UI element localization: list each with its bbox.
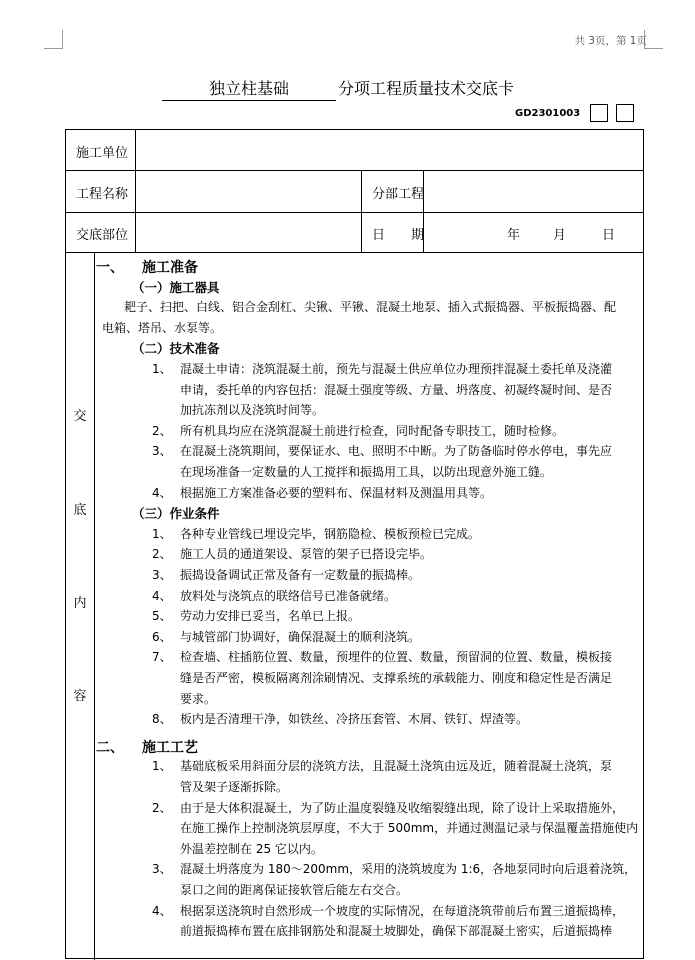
list-item-text: 检查墙、柱插筋位置、数量，预埋件的位置、数量，预留洞的位置、数量，模板接 <box>180 650 613 665</box>
list-item-number: 1、 <box>152 759 172 774</box>
corner-mark-left <box>44 30 63 49</box>
construction-unit-field[interactable] <box>136 131 643 169</box>
list-item-number: 2、 <box>152 800 172 815</box>
list-item-number: 4、 <box>152 903 172 918</box>
checkbox-2[interactable] <box>616 104 634 122</box>
list-item-number: 4、 <box>152 485 172 500</box>
sub-project-field[interactable] <box>424 171 643 211</box>
list-item-text: 劳动力安排已妥当，名单已上报。 <box>180 609 361 624</box>
subsection-heading: （二）技术准备 <box>132 341 220 357</box>
list-item-text: 外温差控制在 25 它以内。 <box>180 841 323 856</box>
section-heading-title: 施工准备 <box>142 260 198 276</box>
construction-unit-label: 施工单位 <box>76 146 129 161</box>
date-month: 月 <box>553 228 567 243</box>
list-item-text: 加抗冻剂以及浇筑时间等。 <box>180 403 325 418</box>
list-item-text: 与城管部门协调好，确保混凝土的顺利浇筑。 <box>180 629 421 644</box>
list-item-text: 混凝土申请：浇筑混凝土前，预先与混凝土供应单位办理预拌混凝土委托单及浇灌 <box>180 362 613 376</box>
date-label: 日 期 <box>372 228 425 243</box>
list-item-number: 3、 <box>152 862 172 877</box>
list-item-text: 放料处与浇筑点的联络信号已准备就绪。 <box>180 588 397 603</box>
date-year: 年 <box>507 228 521 243</box>
list-item-text: 施工人员的通道架设、泵管的架子已搭设完毕。 <box>180 547 433 562</box>
list-item-text: 由于是大体积混凝土，为了防止温度裂缝及收缩裂缝出现，除了设计上采取措施外， <box>180 800 625 815</box>
project-name-label: 工程名称 <box>76 187 129 202</box>
paragraph-line: 耙子、扫把、白线、铝合金刮杠、尖锹、平锹、混凝土地泵、插入式振捣器、平板振捣器、配 <box>124 300 617 315</box>
subsection-heading: （三）作业条件 <box>132 506 220 522</box>
list-item-number: 2、 <box>152 547 172 562</box>
list-item-number: 4、 <box>152 588 172 603</box>
list-item-text: 振捣设备调试正常及备有一定数量的振捣棒。 <box>180 568 421 582</box>
title-project-type: 独立柱基础 <box>162 76 336 101</box>
list-item-text: 申请，委托单的内容包括：混凝土强度等级、方量、坍落度、初凝终凝时间、是否 <box>180 382 613 397</box>
section-heading-number: 二、 <box>96 739 124 756</box>
section-heading-title: 施工工艺 <box>142 739 198 756</box>
list-item-number: 1、 <box>152 526 172 541</box>
document-title <box>162 76 514 101</box>
project-name-field[interactable] <box>136 171 360 211</box>
list-item-number: 1、 <box>152 362 172 376</box>
list-item-text: 根据施工方案准备必要的塑料布、保温材料及测温用具等。 <box>180 485 493 500</box>
subsection-heading: （一）施工器具 <box>132 279 220 295</box>
side-label-char: 内 <box>73 596 87 611</box>
list-item-text: 前道振捣棒布置在底排钢筋处和混凝土坡脚处，确保下部混凝土密实，后道振捣棒 <box>180 924 613 939</box>
column-divider <box>94 252 95 960</box>
list-item-text: 缝是否严密，模板隔离剂涂刷情况、支撑系统的承载能力、刚度和稳定性是否满足 <box>180 671 613 685</box>
list-item-text: 要求。 <box>180 691 217 706</box>
side-label-char: 交 <box>73 409 87 424</box>
list-item-text: 板内是否清理干净，如铁丝、冷挤压套管、木屑、铁钉、焊渣等。 <box>180 712 529 727</box>
list-item-number: 7、 <box>152 650 172 665</box>
title-main: 分项工程质量技术交底卡 <box>338 79 515 98</box>
list-item-number: 8、 <box>152 712 172 727</box>
page-indicator: 共 3页，第 1页 <box>574 35 647 47</box>
date-day: 日 <box>602 228 616 243</box>
list-item-text: 混凝土坍落度为 180～200mm，采用的浇筑坡度为 1:6，各地泵同时向后退着浇筑， <box>180 862 637 877</box>
handover-part-label: 交底部位 <box>76 228 129 243</box>
document-code: GD2301003 <box>515 108 581 119</box>
checkbox-1[interactable] <box>590 104 608 122</box>
paragraph-line: 电箱、塔吊、水泵等。 <box>102 320 223 335</box>
list-item-number: 5、 <box>152 609 172 624</box>
list-item-text: 基础底板采用斜面分层的浇筑方法，且混凝土浇筑由远及近，随着混凝土浇筑，泵 <box>180 759 613 774</box>
list-item-text: 根据泵送浇筑时自然形成一个坡度的实际情况，在每道浇筑带前后布置三道振捣棒， <box>180 903 625 918</box>
list-item-text: 所有机具均应在浇筑混凝土前进行检查，同时配备专职技工，随时检修。 <box>180 423 565 438</box>
side-label-char: 容 <box>73 689 87 704</box>
list-item-number: 3、 <box>152 568 172 582</box>
list-item-number: 3、 <box>152 444 172 459</box>
list-item-text: 泵口之间的距离保证接软管后能左右交合。 <box>180 883 409 897</box>
list-item-text: 管及架子逐渐拆除。 <box>180 780 289 794</box>
column-divider <box>361 170 362 252</box>
row-divider <box>66 252 643 253</box>
list-item-number: 2、 <box>152 423 172 438</box>
list-item-text: 在施工操作上控制浇筑层厚度，不大于 500mm，并通过测温记录与保温覆盖措施使内 <box>180 821 639 836</box>
side-label-char: 底 <box>73 503 87 518</box>
sub-project-label: 分部工程 <box>372 187 425 202</box>
handover-part-field[interactable] <box>136 213 360 251</box>
list-item-text: 各种专业管线已埋设完毕，钢筋隐检、模板预检已完成。 <box>180 526 481 541</box>
list-item-text: 在现场准备一定数量的人工搅拌和振捣用工具，以防出现意外施工缝。 <box>180 465 553 479</box>
section-heading-number: 一、 <box>96 260 124 276</box>
list-item-number: 6、 <box>152 629 172 644</box>
list-item-text: 在混凝土浇筑期间，要保证水、电、照明不中断。为了防备临时停水停电，事先应 <box>180 444 613 459</box>
